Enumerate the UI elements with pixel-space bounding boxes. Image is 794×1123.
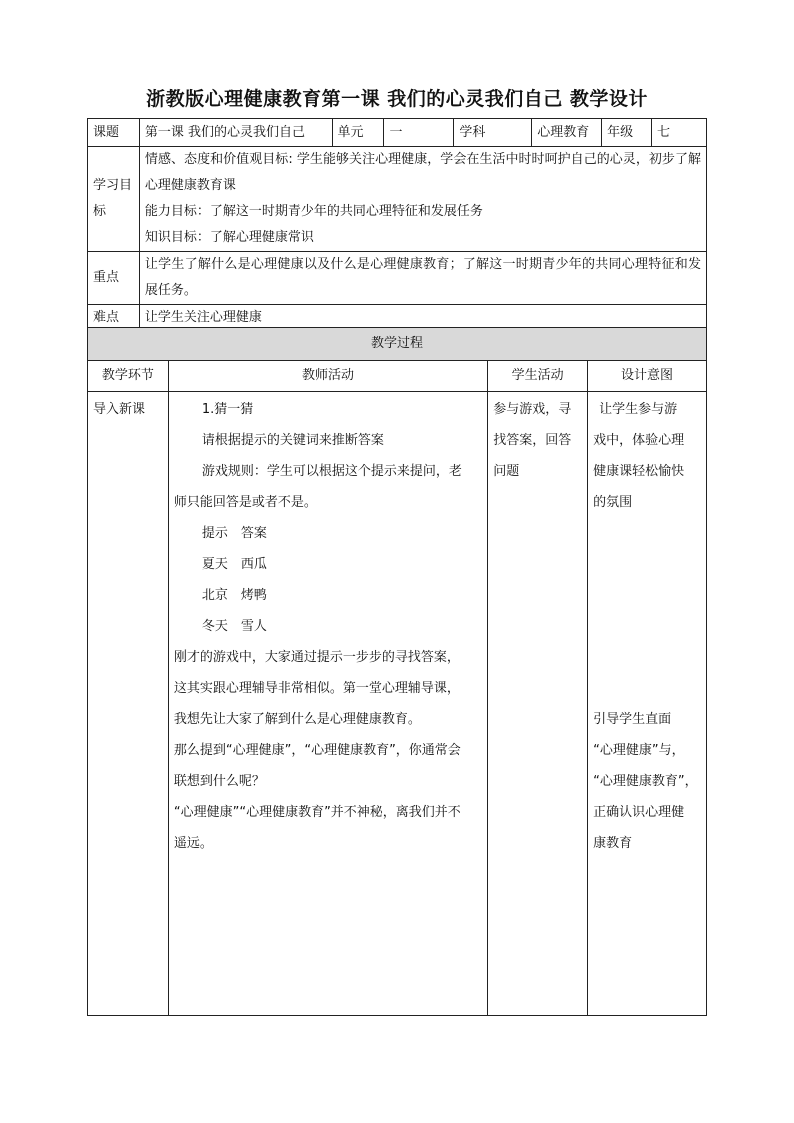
teacher-line: 这其实跟心理辅导非常相似。第一堂心理辅导课， bbox=[173, 681, 460, 696]
intent-line: “心理健康”与， bbox=[593, 743, 685, 758]
student-activity-cell bbox=[488, 392, 588, 1016]
teacher-line: 北京 烤鸭 bbox=[201, 588, 267, 603]
student-line: 参与游戏，寻 bbox=[493, 402, 572, 417]
unit-value: 一 bbox=[384, 119, 454, 147]
column-header-stage: 教学环节 bbox=[88, 361, 169, 392]
teacher-line: 请根据提示的关键词来推断答案 bbox=[201, 433, 384, 448]
intent-spacer bbox=[593, 518, 701, 704]
key-point-label: 重点 bbox=[88, 252, 140, 305]
goal-line: 能力目标：了解这一时期青少年的共同心理特征和发展任务 bbox=[144, 204, 483, 219]
goals-content bbox=[139, 147, 706, 252]
intent-line: 康教育 bbox=[593, 836, 633, 851]
subject-label: 学科 bbox=[454, 119, 532, 147]
column-header-student: 学生活动 bbox=[488, 361, 588, 392]
teacher-line: 提示 答案 bbox=[201, 526, 267, 541]
design-intent-cell bbox=[588, 392, 707, 1016]
teaching-process-table bbox=[87, 327, 707, 1016]
stage-label: 导入新课 bbox=[93, 402, 146, 417]
teacher-line: 刚才的游戏中，大家通过提示一步步的寻找答案， bbox=[173, 650, 460, 665]
teacher-line: 我想先让大家了解到什么是心理健康教育。 bbox=[173, 712, 421, 727]
teacher-line: 师只能回答是或者不是。 bbox=[173, 495, 317, 510]
intent-line: 让学生参与游 bbox=[599, 402, 678, 417]
column-header-teacher: 教师活动 bbox=[168, 361, 487, 392]
subject-value: 心理教育 bbox=[532, 119, 602, 147]
intent-line: 戏中，体验心理 bbox=[593, 433, 685, 448]
grade-label: 年级 bbox=[602, 119, 652, 147]
goal-line: 知识目标：了解心理健康常识 bbox=[144, 230, 314, 245]
difficulty-text: 让学生关注心理健康 bbox=[139, 305, 706, 332]
intent-line: “心理健康教育”， bbox=[593, 774, 698, 789]
student-line: 问题 bbox=[493, 464, 520, 479]
intent-line: 的氛围 bbox=[593, 495, 633, 510]
grade-value: 七 bbox=[652, 119, 707, 147]
unit-label: 单元 bbox=[332, 119, 384, 147]
stage-cell bbox=[88, 392, 169, 1016]
topic-label: 课题 bbox=[88, 119, 140, 147]
intent-line: 正确认识心理健 bbox=[593, 805, 685, 820]
teacher-line: 1.猜一猜 bbox=[201, 402, 254, 417]
teacher-line: 联想到什么呢？ bbox=[173, 774, 265, 789]
column-header-intent: 设计意图 bbox=[588, 361, 707, 392]
goals-label: 学习目标 bbox=[88, 147, 140, 252]
difficulty-label: 难点 bbox=[88, 305, 140, 332]
teacher-line: 那么提到“心理健康”，“心理健康教育”，你通常会 bbox=[173, 743, 461, 758]
student-line: 找答案，回答 bbox=[493, 433, 572, 448]
document-title: 浙教版心理健康教育第一课 我们的心灵我们自己 教学设计 bbox=[146, 88, 648, 110]
lesson-info-table bbox=[87, 118, 707, 332]
teacher-line: 遥远。 bbox=[173, 836, 213, 851]
process-header: 教学过程 bbox=[88, 328, 707, 361]
key-point-text: 让学生了解什么是心理健康以及什么是心理健康教育；了解这一时期青少年的共同心理特征和发展任务。 bbox=[139, 252, 706, 305]
topic-value: 第一课 我们的心灵我们自己 bbox=[139, 119, 332, 147]
teacher-line: 夏天 西瓜 bbox=[201, 557, 267, 572]
teacher-line: 游戏规则：学生可以根据这个提示来提问，老 bbox=[201, 464, 462, 479]
intent-line: 引导学生直面 bbox=[593, 712, 672, 727]
intent-line: 健康课轻松愉快 bbox=[593, 464, 685, 479]
teacher-line: “心理健康”“心理健康教育”并不神秘，离我们并不 bbox=[173, 805, 461, 820]
teacher-line: 冬天 雪人 bbox=[201, 619, 267, 634]
teacher-activity-cell bbox=[168, 392, 487, 1016]
goal-line: 情感、态度和价值观目标: 学生能够关注心理健康，学会在生活中时时呵护自己的心灵，初步了解心理健康教育课 bbox=[144, 152, 701, 193]
